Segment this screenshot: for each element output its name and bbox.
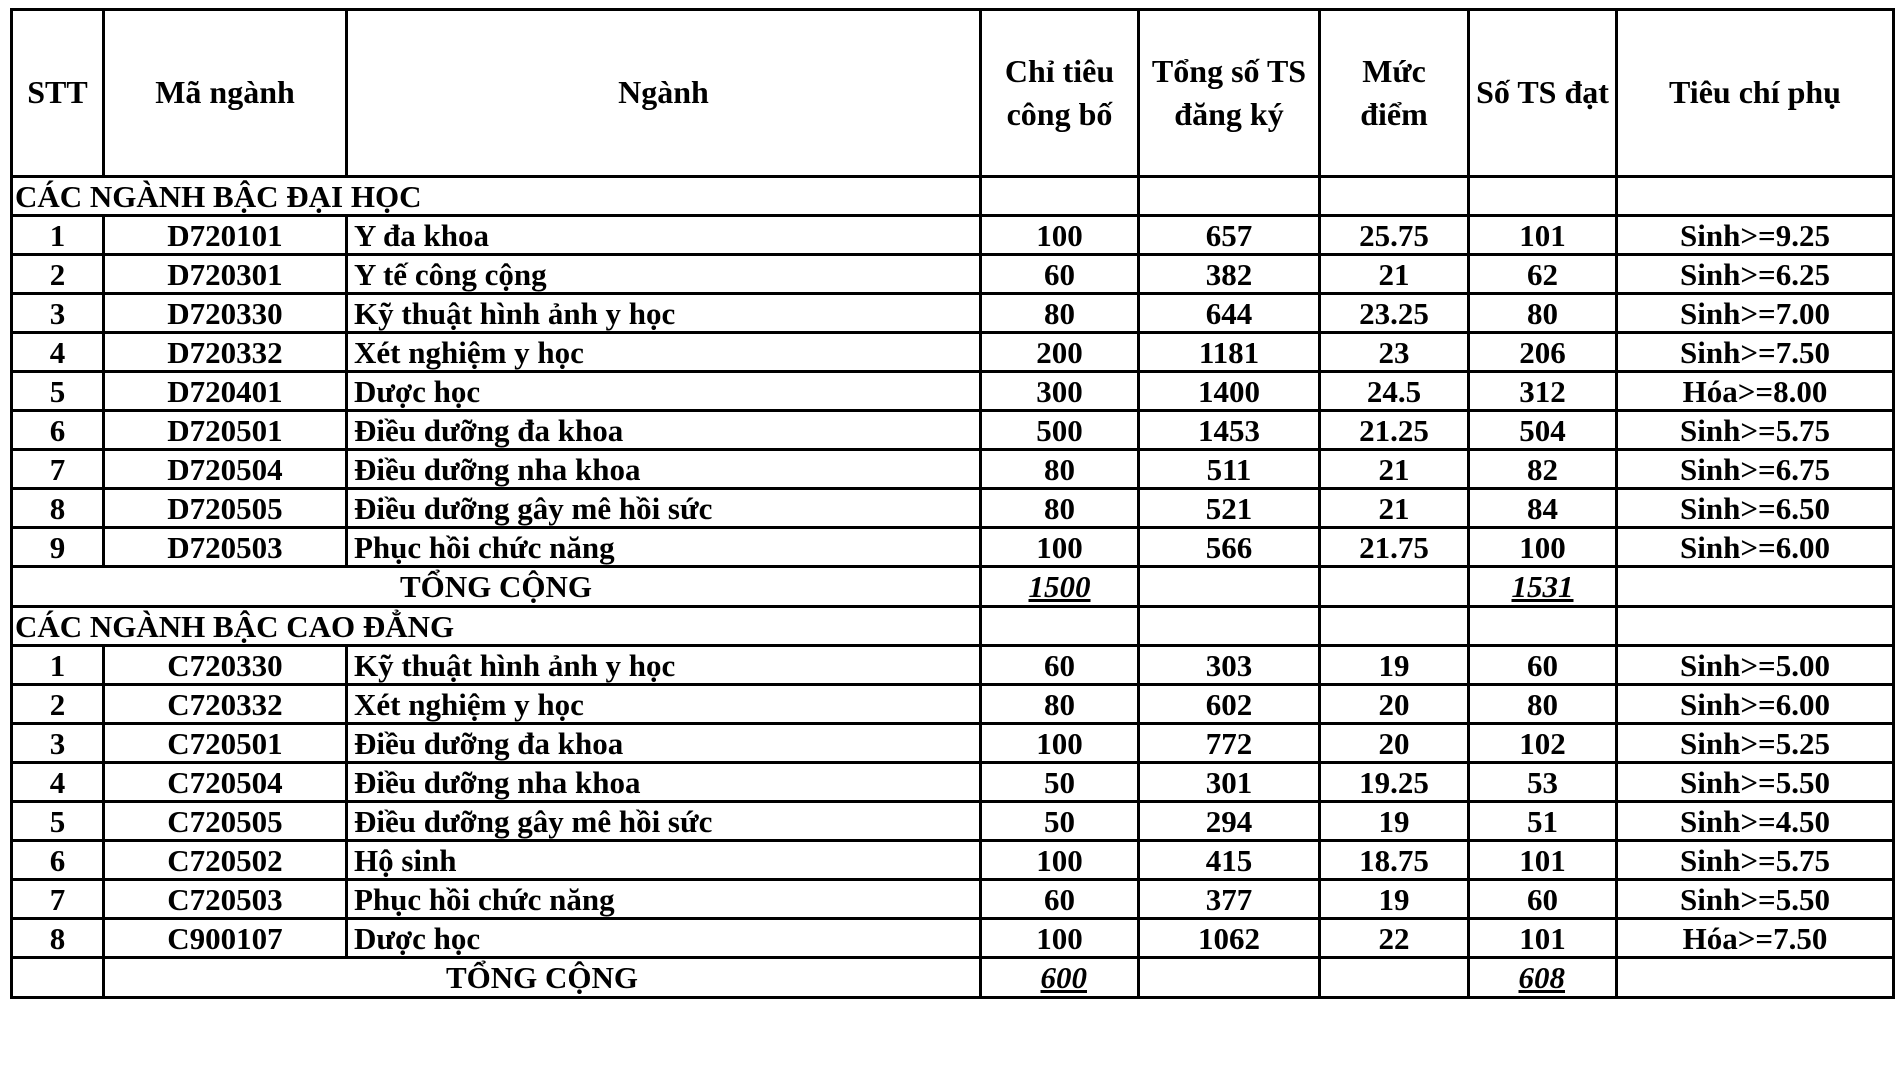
cell-passed: 100 [1469, 528, 1617, 567]
cell-stt: 6 [12, 411, 104, 450]
cell-criteria: Sinh>=5.00 [1617, 646, 1894, 685]
cell-stt: 2 [12, 255, 104, 294]
cell-registered: 521 [1139, 489, 1320, 528]
cell-major: Kỹ thuật hình ảnh y học [347, 294, 981, 333]
cell-score: 21.75 [1320, 528, 1469, 567]
cell-criteria: Sinh>=7.50 [1617, 333, 1894, 372]
cell-score: 19 [1320, 880, 1469, 919]
cell-passed: 60 [1469, 880, 1617, 919]
table-row [12, 294, 1894, 333]
cell-criteria: Sinh>=7.00 [1617, 294, 1894, 333]
cell-quota: 50 [981, 763, 1139, 802]
header-score: Mức điểm [1320, 10, 1469, 177]
cell-major: Kỹ thuật hình ảnh y học [347, 646, 981, 685]
table-row [12, 724, 1894, 763]
cell-criteria: Sinh>=5.50 [1617, 763, 1894, 802]
cell-criteria: Sinh>=5.75 [1617, 841, 1894, 880]
cell-score: 24.5 [1320, 372, 1469, 411]
cell-score: 21 [1320, 489, 1469, 528]
table-row [12, 880, 1894, 919]
cell-score: 19 [1320, 646, 1469, 685]
cell-major: Hộ sinh [347, 841, 981, 880]
table-row [12, 411, 1894, 450]
table-row [12, 685, 1894, 724]
cell-major: Điều dưỡng đa khoa [347, 411, 981, 450]
cell-criteria: Hóa>=7.50 [1617, 919, 1894, 958]
empty-cell [12, 958, 104, 998]
cell-registered: 657 [1139, 216, 1320, 255]
cell-major: Phục hồi chức năng [347, 880, 981, 919]
cell-quota: 80 [981, 489, 1139, 528]
table-row [12, 646, 1894, 685]
table-row [12, 333, 1894, 372]
cell-code: D720504 [104, 450, 347, 489]
cell-code: C720504 [104, 763, 347, 802]
cell-code: D720332 [104, 333, 347, 372]
cell-criteria: Sinh>=6.00 [1617, 685, 1894, 724]
cell-registered: 377 [1139, 880, 1320, 919]
cell-registered: 602 [1139, 685, 1320, 724]
cell-passed: 80 [1469, 294, 1617, 333]
header-registered: Tổng số TS đăng ký [1139, 10, 1320, 177]
cell-quota: 100 [981, 216, 1139, 255]
cell-registered: 382 [1139, 255, 1320, 294]
cell-major: Xét nghiệm y học [347, 333, 981, 372]
total-quota: 600 [1040, 960, 1087, 995]
cell-code: D720330 [104, 294, 347, 333]
section-title: CÁC NGÀNH BẬC CAO ĐẲNG [12, 607, 981, 646]
cell-stt: 8 [12, 919, 104, 958]
cell-passed: 53 [1469, 763, 1617, 802]
cell-code: C720505 [104, 802, 347, 841]
empty-cell [1139, 567, 1320, 607]
cell-quota: 80 [981, 294, 1139, 333]
header-passed: Số TS đạt [1469, 10, 1617, 177]
cell-score: 19.25 [1320, 763, 1469, 802]
table-row [12, 841, 1894, 880]
total-quota: 1500 [1028, 569, 1091, 604]
cell-passed: 312 [1469, 372, 1617, 411]
table-row [12, 372, 1894, 411]
cell-major: Điều dưỡng nha khoa [347, 450, 981, 489]
header-row [12, 10, 1894, 177]
cell-registered: 566 [1139, 528, 1320, 567]
cell-score: 18.75 [1320, 841, 1469, 880]
cell-criteria: Sinh>=9.25 [1617, 216, 1894, 255]
header-stt: STT [12, 10, 104, 177]
cell-passed: 101 [1469, 919, 1617, 958]
cell-stt: 3 [12, 724, 104, 763]
cell-registered: 294 [1139, 802, 1320, 841]
cell-score: 23.25 [1320, 294, 1469, 333]
cell-quota: 50 [981, 802, 1139, 841]
table-body [12, 177, 1894, 998]
cell-stt: 8 [12, 489, 104, 528]
cell-stt: 5 [12, 802, 104, 841]
cell-criteria: Sinh>=5.50 [1617, 880, 1894, 919]
cell-code: C720502 [104, 841, 347, 880]
cell-registered: 511 [1139, 450, 1320, 489]
total-passed: 608 [1518, 960, 1565, 995]
cell-criteria: Hóa>=8.00 [1617, 372, 1894, 411]
cell-score: 19 [1320, 802, 1469, 841]
cell-passed: 80 [1469, 685, 1617, 724]
cell-score: 21 [1320, 255, 1469, 294]
cell-quota: 60 [981, 880, 1139, 919]
table-row [12, 216, 1894, 255]
cell-passed: 62 [1469, 255, 1617, 294]
table-row [12, 919, 1894, 958]
total-label: TỔNG CỘNG [104, 958, 981, 998]
empty-cell [1139, 177, 1320, 216]
empty-cell [1617, 958, 1894, 998]
section-title: CÁC NGÀNH BẬC ĐẠI HỌC [12, 177, 981, 216]
cell-quota: 80 [981, 450, 1139, 489]
cell-criteria: Sinh>=5.25 [1617, 724, 1894, 763]
cell-score: 25.75 [1320, 216, 1469, 255]
cell-passed: 51 [1469, 802, 1617, 841]
cell-criteria: Sinh>=6.75 [1617, 450, 1894, 489]
cell-passed: 102 [1469, 724, 1617, 763]
total-label: TỔNG CỘNG [12, 567, 981, 607]
cell-score: 21.25 [1320, 411, 1469, 450]
cell-code: D720503 [104, 528, 347, 567]
table-row [12, 763, 1894, 802]
cell-stt: 5 [12, 372, 104, 411]
cell-stt: 1 [12, 646, 104, 685]
cell-criteria: Sinh>=6.50 [1617, 489, 1894, 528]
cell-major: Y đa khoa [347, 216, 981, 255]
cell-score: 22 [1320, 919, 1469, 958]
cell-registered: 1453 [1139, 411, 1320, 450]
header-code: Mã ngành [104, 10, 347, 177]
table-row [12, 450, 1894, 489]
cell-code: C720501 [104, 724, 347, 763]
total-quota-cell [981, 567, 1139, 607]
cell-registered: 1181 [1139, 333, 1320, 372]
cell-stt: 1 [12, 216, 104, 255]
cell-passed: 206 [1469, 333, 1617, 372]
cell-registered: 415 [1139, 841, 1320, 880]
cell-criteria: Sinh>=5.75 [1617, 411, 1894, 450]
cell-passed: 84 [1469, 489, 1617, 528]
cell-registered: 303 [1139, 646, 1320, 685]
cell-criteria: Sinh>=6.00 [1617, 528, 1894, 567]
cell-score: 20 [1320, 724, 1469, 763]
cell-quota: 300 [981, 372, 1139, 411]
cell-quota: 100 [981, 841, 1139, 880]
empty-cell [981, 607, 1139, 646]
cell-quota: 80 [981, 685, 1139, 724]
header-major: Ngành [347, 10, 981, 177]
cell-major: Điều dưỡng gây mê hồi sức [347, 802, 981, 841]
empty-cell [1617, 177, 1894, 216]
empty-cell [1139, 607, 1320, 646]
header-criteria: Tiêu chí phụ [1617, 10, 1894, 177]
cell-quota: 60 [981, 646, 1139, 685]
table-row [12, 255, 1894, 294]
cell-stt: 4 [12, 763, 104, 802]
cell-quota: 200 [981, 333, 1139, 372]
total-quota-cell [981, 958, 1139, 998]
cell-passed: 504 [1469, 411, 1617, 450]
section-row [12, 607, 1894, 646]
cell-score: 23 [1320, 333, 1469, 372]
admission-table [10, 8, 1895, 999]
empty-cell [1139, 958, 1320, 998]
total-passed-cell [1469, 567, 1617, 607]
cell-registered: 644 [1139, 294, 1320, 333]
section-row [12, 177, 1894, 216]
cell-code: D720401 [104, 372, 347, 411]
cell-score: 20 [1320, 685, 1469, 724]
empty-cell [1320, 567, 1469, 607]
cell-code: C720332 [104, 685, 347, 724]
cell-quota: 60 [981, 255, 1139, 294]
cell-code: C900107 [104, 919, 347, 958]
cell-stt: 4 [12, 333, 104, 372]
total-row [12, 958, 1894, 998]
cell-stt: 3 [12, 294, 104, 333]
cell-criteria: Sinh>=6.25 [1617, 255, 1894, 294]
header-quota: Chỉ tiêu công bố [981, 10, 1139, 177]
cell-code: C720330 [104, 646, 347, 685]
total-passed-cell [1469, 958, 1617, 998]
table-row [12, 489, 1894, 528]
cell-stt: 7 [12, 450, 104, 489]
cell-passed: 60 [1469, 646, 1617, 685]
total-passed: 1531 [1511, 569, 1574, 604]
table-row [12, 802, 1894, 841]
cell-stt: 7 [12, 880, 104, 919]
cell-major: Y tế công cộng [347, 255, 981, 294]
cell-major: Dược học [347, 372, 981, 411]
cell-major: Điều dưỡng đa khoa [347, 724, 981, 763]
empty-cell [1320, 177, 1469, 216]
cell-code: C720503 [104, 880, 347, 919]
empty-cell [1320, 958, 1469, 998]
cell-passed: 101 [1469, 216, 1617, 255]
cell-passed: 82 [1469, 450, 1617, 489]
cell-stt: 2 [12, 685, 104, 724]
empty-cell [1617, 567, 1894, 607]
table-row [12, 528, 1894, 567]
cell-registered: 301 [1139, 763, 1320, 802]
empty-cell [1617, 607, 1894, 646]
cell-major: Điều dưỡng gây mê hồi sức [347, 489, 981, 528]
cell-registered: 772 [1139, 724, 1320, 763]
cell-passed: 101 [1469, 841, 1617, 880]
cell-score: 21 [1320, 450, 1469, 489]
cell-quota: 500 [981, 411, 1139, 450]
cell-stt: 9 [12, 528, 104, 567]
cell-registered: 1062 [1139, 919, 1320, 958]
empty-cell [1469, 177, 1617, 216]
cell-major: Điều dưỡng nha khoa [347, 763, 981, 802]
empty-cell [1320, 607, 1469, 646]
empty-cell [981, 177, 1139, 216]
cell-stt: 6 [12, 841, 104, 880]
cell-registered: 1400 [1139, 372, 1320, 411]
cell-major: Dược học [347, 919, 981, 958]
cell-quota: 100 [981, 919, 1139, 958]
cell-quota: 100 [981, 528, 1139, 567]
cell-major: Phục hồi chức năng [347, 528, 981, 567]
empty-cell [1469, 607, 1617, 646]
cell-quota: 100 [981, 724, 1139, 763]
cell-code: D720501 [104, 411, 347, 450]
total-row [12, 567, 1894, 607]
cell-code: D720101 [104, 216, 347, 255]
cell-major: Xét nghiệm y học [347, 685, 981, 724]
cell-criteria: Sinh>=4.50 [1617, 802, 1894, 841]
cell-code: D720505 [104, 489, 347, 528]
cell-code: D720301 [104, 255, 347, 294]
